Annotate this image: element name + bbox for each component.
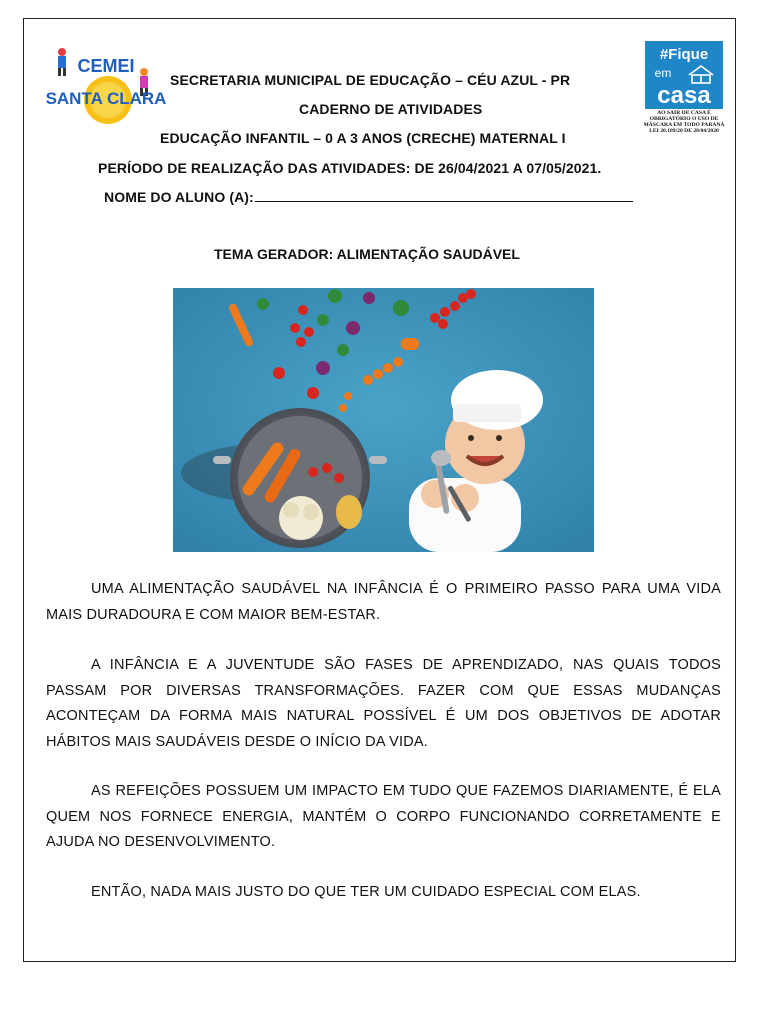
student-name-row [104,188,633,205]
header-educacao-infantil: EDUCAÇÃO INFANTIL – 0 A 3 ANOS (CRECHE) MATERNAL I [160,130,566,146]
header-caderno: CADERNO DE ATIVIDADES [299,101,483,117]
header-periodo: PERÍODO DE REALIZAÇÃO DAS ATIVIDADES: DE 26/04/2021 A 07/05/2021. [98,160,602,176]
student-name-field[interactable] [255,188,633,202]
paragraph-2: A INFÂNCIA E A JUVENTUDE SÃO FASES DE APRENDIZADO, NAS QUAIS TODOS PASSAM POR DIVERSAS TRANSFORMAÇÕES. FAZER COM QUE ESSAS MUDANÇAS ACONTEÇAM DA FORMA MAIS NATURAL POSSÍVEL É UM DOS OBJETIVOS DE ADOTAR HÁBITOS MAIS SAUDÁVEIS DESDE O INÍCIO DA VIDA. [46,657,721,750]
svg-text:SANTA CLARA: SANTA CLARA [45,89,167,108]
fique-em-casa-logo [643,41,725,141]
svg-text:em: em [654,66,672,80]
header-secretaria: SECRETARIA MUNICIPAL DE EDUCAÇÃO – CÉU AZUL - PR [170,72,571,88]
mask-law-caption: AO SAIR DE CASA É OBRIGATÓRIO O USO DE MÁSCARA EM TODO PARANÁ LEI 20.189/20 DE 28/04/2020 [643,110,725,134]
paragraph-3: AS REFEIÇÕES POSSUEM UM IMPACTO EM TUDO QUE FAZEMOS DIARIAMENTE, É ELA QUEM NOS FORNECE ENERGIA, MANTÉM O CORPO FUNCIONANDO CORRETAMENTE E AJUDA NO DESENVOLVIMENTO. [46,783,721,850]
student-name-label: NOME DO ALUNO (A): [104,189,254,205]
svg-text:#Fique: #Fique [659,46,709,63]
paragraph-1: UMA ALIMENTAÇÃO SAUDÁVEL NA INFÂNCIA É O PRIMEIRO PASSO PARA UMA VIDA MAIS DURADOURA E COM MAIOR BEM-ESTAR. [46,581,721,623]
paragraph-4: ENTÃO, NADA MAIS JUSTO DO QUE TER UM CUIDADO ESPECIAL COM ELAS. [91,884,641,900]
svg-text:CEMEI: CEMEI [77,56,135,76]
baby-chef-vegetables-photo [173,288,594,552]
tema-gerador-heading: TEMA GERADOR: ALIMENTAÇÃO SAUDÁVEL [214,246,520,262]
cemei-santa-clara-logo [45,42,167,124]
svg-text:casa: casa [657,82,711,109]
